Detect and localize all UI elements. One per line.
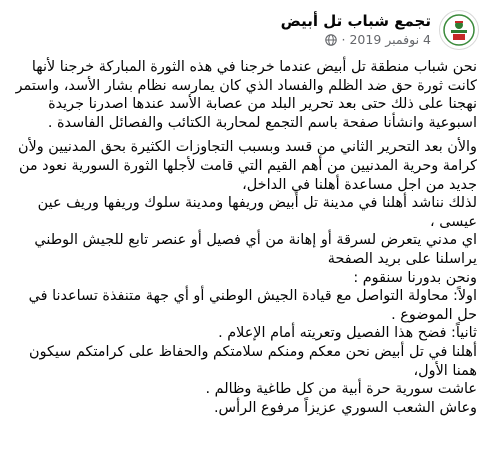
- group-logo-icon: [442, 13, 476, 47]
- post-meta: [281, 11, 431, 49]
- separator-dot: ·: [341, 32, 346, 47]
- post-paragraph: اولاً: محاولة التواصل مع قيادة الجيش الوطني أو أي جهة متنفذة تساعدنا في حل الموضوع .: [28, 288, 477, 323]
- post-paragraph: والأن بعد التحرير الثاني من قسد وبسبب التجاوزات الكثيرة بحق المدنيين ولأن كرامة وحرية المدنيين من أهم القيم التي قامت لأجلها الثورة السورية نعود من جديد من اجل مساعدة أهلنا في الداخل،: [17, 139, 477, 193]
- post-paragraph: وعاش الشعب السوري عزيزاً مرفوع الرأس.: [213, 399, 477, 416]
- post-paragraph: ونحن بدورنا سنقوم :: [353, 269, 477, 286]
- post-subline: [281, 31, 431, 49]
- post-paragraph: ثانياً: فضح هذا الفصيل وتعريته أمام الإعلام .: [218, 325, 477, 342]
- post-paragraph: اي مدني يتعرض لسرقة أو إهانة من أي فصيل أو عنصر تابع للجيش الوطني يراسلنا على بريد الصفحة: [34, 232, 477, 267]
- post-paragraph: لذلك نناشد أهلنا في مدينة تل أبيض وريفها ومدينة سلوك وريفها وريف عين عيسى ،: [37, 195, 477, 230]
- post-date[interactable]: 4 نوفمبر 2019: [349, 32, 431, 47]
- post-header: [10, 6, 479, 54]
- post-paragraph: عاشت سورية حرة أبية من كل طاغية وظالم .: [205, 381, 477, 398]
- post-paragraph: أهلنا في تل أبيض نحن معكم ومنكم سلامتكم والحفاظ على كرامتكم سيكون همنا الأول،: [29, 343, 477, 379]
- post-paragraph: نحن شباب منطقة تل أبيض عندما خرجنا في هذه الثورة المباركة خرجنا لأنها كانت ثورة حق ضد الظلم والفساد الذي كان يمارسه نظام بشار الأسد، واستمر نهجنا على ذلك حتى بعد تحرير البلد من عصابة الأسد عندها اصدرنا جريدة اسبوعية وانشأنا صفحة باسم التجمع لمحاربة الكتائب والفصائل الفاسدة .: [15, 59, 477, 131]
- page-name-link[interactable]: تجمع شباب تل أبيض: [280, 12, 431, 30]
- post-body: [10, 58, 477, 417]
- page-avatar[interactable]: [439, 10, 479, 50]
- globe-icon[interactable]: [325, 34, 337, 46]
